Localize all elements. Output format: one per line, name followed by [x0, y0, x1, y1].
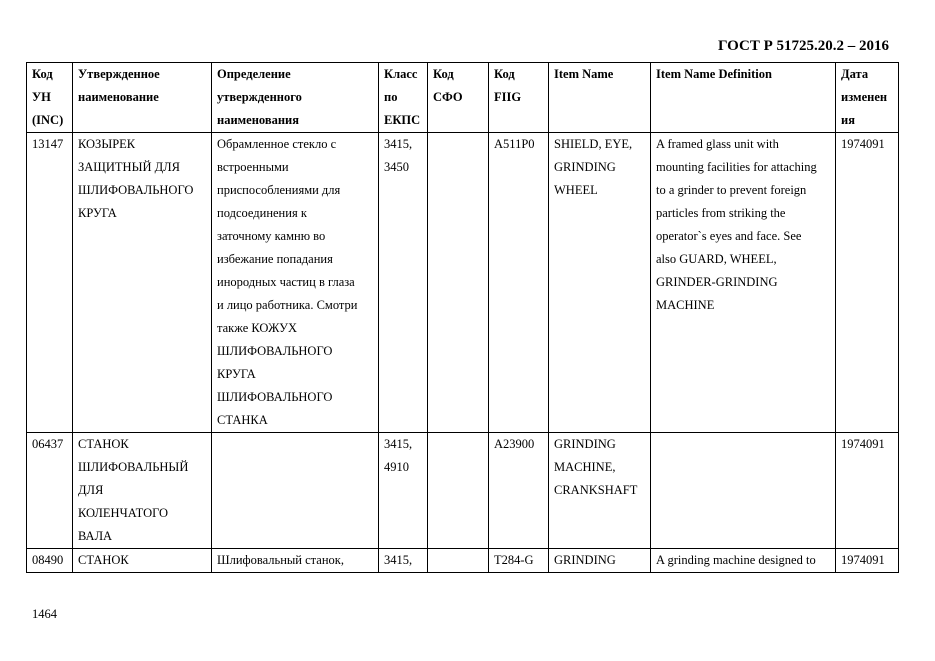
cell-text-line: mounting facilities for attaching	[656, 160, 817, 174]
cell-text-line: ШЛИФОВАЛЬНЫЙ	[78, 460, 189, 474]
cell-text-line: particles from striking the	[656, 206, 786, 220]
cell-text-line: инородных частиц в глаза	[217, 275, 355, 289]
cell-code-inc	[27, 133, 73, 433]
cell-text-line: also GUARD, WHEEL,	[656, 252, 777, 266]
table-row	[27, 133, 899, 433]
cell-item-name-definition	[651, 549, 836, 573]
table-body	[27, 133, 899, 573]
cell-fiig-code	[489, 549, 549, 573]
cell-text-line: ШЛИФОВАЛЬНОГО	[217, 344, 333, 358]
header-text-line: утвержденного	[217, 90, 302, 104]
cell-text-line: встроенными	[217, 160, 289, 174]
cell-text-line: MACHINE,	[554, 460, 616, 474]
cell-text-line: 13147	[32, 137, 64, 151]
cell-text-line: СТАНКА	[217, 413, 268, 427]
column-header-approved-name	[73, 63, 212, 133]
header-text-line: ия	[841, 113, 855, 127]
cell-text-line: ШЛИФОВАЛЬНОГО	[78, 183, 194, 197]
cell-text-line: T284-G	[494, 553, 534, 567]
cell-text-line: также КОЖУХ	[217, 321, 298, 335]
header-text-line: Дата	[841, 67, 869, 81]
cell-code-inc	[27, 433, 73, 549]
cell-text-line: избежание попадания	[217, 252, 333, 266]
cell-text-line: A grinding machine designed to	[656, 553, 816, 567]
table-row	[27, 549, 899, 573]
cell-code-inc	[27, 549, 73, 573]
column-header-fiig-code	[489, 63, 549, 133]
header-text-line: Код	[494, 67, 515, 81]
cell-text-line: СТАНОК	[78, 437, 129, 451]
cell-text-line: КРУГА	[217, 367, 256, 381]
cell-text-line: СТАНОК	[78, 553, 129, 567]
cell-text-line: MACHINE	[656, 298, 715, 312]
cell-approved-name	[73, 549, 212, 573]
cell-sfo-code	[428, 133, 489, 433]
cell-approved-name	[73, 133, 212, 433]
cell-sfo-code	[428, 549, 489, 573]
cell-text-line: Обрамленное стекло с	[217, 137, 337, 151]
cell-text-line: A511P0	[494, 137, 535, 151]
header-text-line: Код	[32, 67, 53, 81]
header-text-line: FIIG	[494, 90, 522, 104]
header-text-line: ЕКПС	[384, 113, 421, 127]
cell-name-definition	[212, 433, 379, 549]
cell-change-date	[836, 433, 899, 549]
cell-text-line: 3415,	[384, 137, 413, 151]
column-header-item-name-definition	[651, 63, 836, 133]
cell-sfo-code	[428, 433, 489, 549]
cell-ekps-class	[379, 133, 428, 433]
column-header-name-definition	[212, 63, 379, 133]
cell-text-line: CRANKSHAFT	[554, 483, 638, 497]
cell-text-line: GRINDING	[554, 437, 616, 451]
cell-text-line: КРУГА	[78, 206, 117, 220]
header-text-line: наименования	[217, 113, 300, 127]
cell-text-line: SHIELD, EYE,	[554, 137, 633, 151]
cell-text-line: A23900	[494, 437, 535, 451]
cell-change-date	[836, 549, 899, 573]
column-header-code-inc	[27, 63, 73, 133]
header-text-line: (INC)	[32, 113, 64, 127]
cell-text-line: заточному камню во	[217, 229, 326, 243]
header-text-line: Код	[433, 67, 454, 81]
cell-text-line: 1974091	[841, 553, 885, 567]
column-header-item-name	[549, 63, 651, 133]
header-text-line: СФО	[433, 90, 463, 104]
cell-text-line: Шлифовальный станок,	[217, 553, 344, 567]
cell-text-line: 08490	[32, 553, 64, 567]
cell-ekps-class	[379, 549, 428, 573]
header-text-line: наименование	[78, 90, 159, 104]
cell-text-line: ЗАЩИТНЫЙ ДЛЯ	[78, 160, 180, 174]
cell-text-line: to a grinder to prevent foreign	[656, 183, 807, 197]
cell-text-line: 3415,	[384, 553, 413, 567]
cell-ekps-class	[379, 433, 428, 549]
header-text-line: Item Name	[554, 67, 614, 81]
cell-text-line: ШЛИФОВАЛЬНОГО	[217, 390, 333, 404]
cell-text-line: 1974091	[841, 437, 885, 451]
cell-item-name-definition	[651, 133, 836, 433]
cell-text-line: 4910	[384, 460, 409, 474]
cell-item-name	[549, 133, 651, 433]
cell-text-line: operator`s eyes and face. See	[656, 229, 802, 243]
header-text-line: изменен	[841, 90, 888, 104]
items-table	[26, 62, 899, 573]
cell-text-line: ВАЛА	[78, 529, 113, 543]
cell-text-line: GRINDER-GRINDING	[656, 275, 778, 289]
cell-text-line: WHEEL	[554, 183, 598, 197]
cell-name-definition	[212, 549, 379, 573]
column-header-change-date	[836, 63, 899, 133]
cell-text-line: ДЛЯ	[78, 483, 104, 497]
cell-item-name	[549, 433, 651, 549]
cell-text-line: 3415,	[384, 437, 413, 451]
cell-text-line: 3450	[384, 160, 409, 174]
cell-text-line: GRINDING	[554, 553, 616, 567]
header-text-line: по	[384, 90, 398, 104]
cell-fiig-code	[489, 433, 549, 549]
cell-item-name-definition	[651, 433, 836, 549]
cell-text-line: КОЗЫРЕК	[78, 137, 136, 151]
cell-text-line: подсоединения к	[217, 206, 307, 220]
cell-change-date	[836, 133, 899, 433]
cell-text-line: 1974091	[841, 137, 885, 151]
cell-text-line: приспособлениями для	[217, 183, 341, 197]
cell-text-line: A framed glass unit with	[656, 137, 779, 151]
column-header-ekps-class	[379, 63, 428, 133]
table-header-row	[27, 63, 899, 133]
page-number: 1464	[32, 607, 57, 621]
cell-name-definition	[212, 133, 379, 433]
document-standard-title: ГОСТ Р 51725.20.2 – 2016	[717, 38, 889, 54]
cell-text-line: GRINDING	[554, 160, 616, 174]
cell-text-line: и лицо работника. Смотри	[217, 298, 358, 312]
cell-text-line: 06437	[32, 437, 64, 451]
header-text-line: Класс	[384, 67, 418, 81]
header-text-line: УН	[32, 90, 51, 104]
cell-item-name	[549, 549, 651, 573]
header-text-line: Item Name Definition	[656, 67, 772, 81]
header-text-line: Определение	[217, 67, 291, 81]
cell-text-line: КОЛЕНЧАТОГО	[78, 506, 169, 520]
cell-approved-name	[73, 433, 212, 549]
column-header-sfo-code	[428, 63, 489, 133]
table-row	[27, 433, 899, 549]
header-text-line: Утвержденное	[78, 67, 160, 81]
cell-fiig-code	[489, 133, 549, 433]
